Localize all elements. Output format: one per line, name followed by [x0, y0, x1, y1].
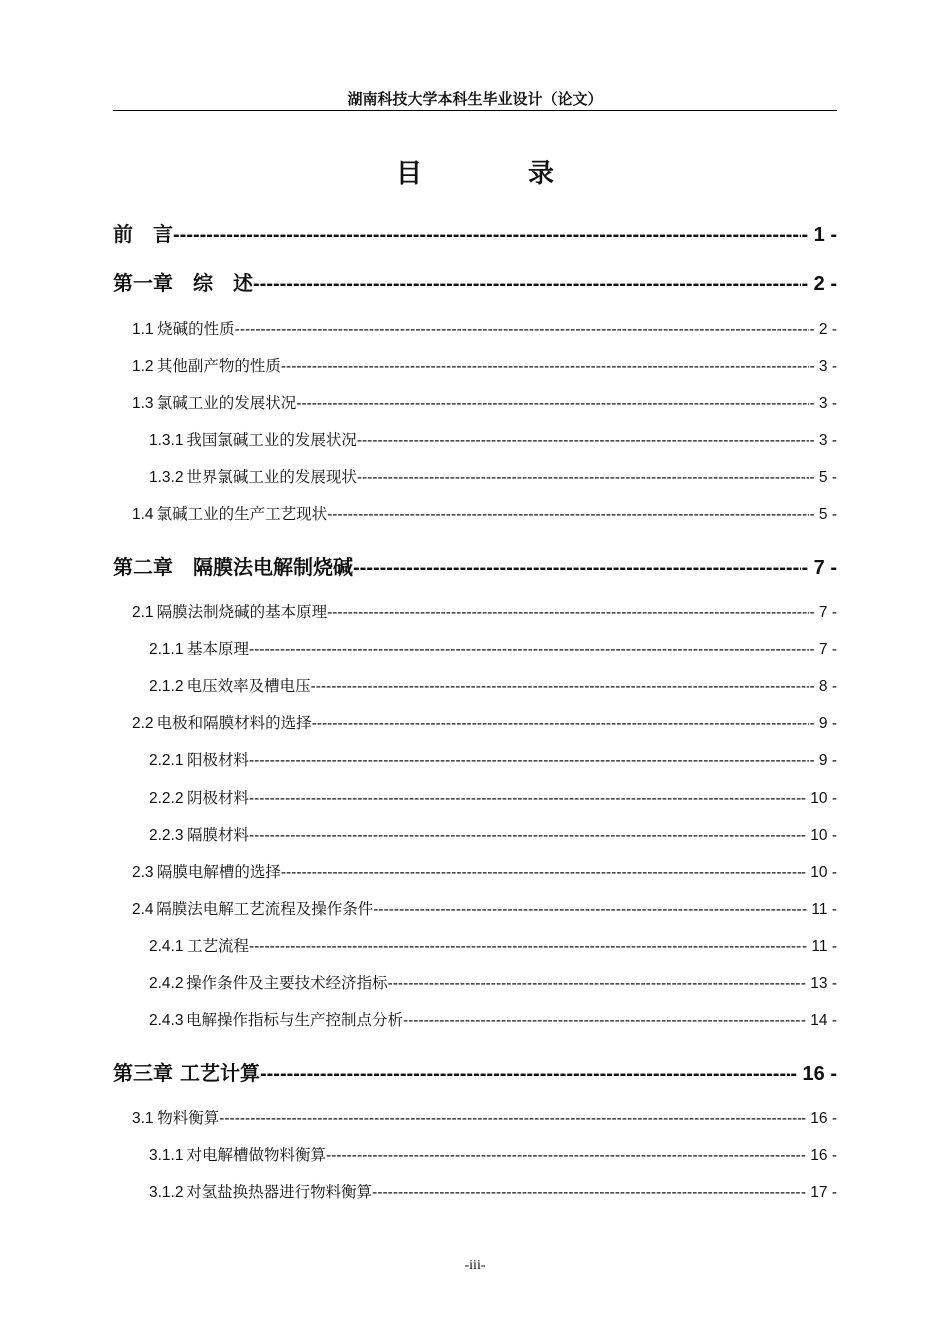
- toc-entry-page: - 8 -: [809, 678, 837, 695]
- toc-entry-title: 氯碱工业的生产工艺现状: [156, 505, 328, 523]
- toc-entry-page: - 16 -: [800, 1110, 837, 1127]
- toc-dot-leader: [253, 273, 801, 296]
- toc-entry-number: 2.4.3: [149, 1012, 184, 1029]
- toc-entry-page: - 10 -: [800, 827, 837, 844]
- toc-dot-leader: [311, 678, 810, 696]
- toc-section-entry[interactable]: [113, 860, 837, 882]
- page-number: -iii-: [464, 1258, 486, 1273]
- toc-subsection-entry[interactable]: [113, 934, 837, 956]
- toc-entry-title: 第三章 工艺计算: [113, 1061, 260, 1085]
- toc-dot-leader: [327, 604, 809, 622]
- toc-chapter-entry[interactable]: [113, 218, 837, 247]
- toc-entry-title: 前 言: [113, 222, 173, 246]
- toc-dot-leader: [373, 901, 802, 919]
- toc-entry-title: 阳极材料: [186, 751, 249, 769]
- toc-dot-leader: [357, 432, 810, 450]
- toc-dot-leader: [388, 975, 801, 993]
- toc-entry-page: - 7 -: [801, 557, 837, 579]
- toc-chapter-entry[interactable]: [113, 551, 837, 580]
- toc-entry-title: 工艺流程: [186, 937, 249, 955]
- toc-subsection-entry[interactable]: [113, 637, 837, 659]
- toc-entry-number: 2.2.3: [149, 827, 184, 844]
- toc-section-entry[interactable]: [113, 600, 837, 622]
- toc-chapter-entry[interactable]: [113, 267, 837, 296]
- toc-entry-title: 隔膜法制烧碱的基本原理: [156, 603, 328, 621]
- toc-entry-page: - 2 -: [801, 273, 837, 295]
- toc-dot-leader: [372, 1184, 801, 1202]
- toc-entry-title: 隔膜电解槽的选择: [156, 863, 281, 881]
- toc-entry-title: 电极和隔膜材料的选择: [156, 714, 312, 732]
- toc-entry-page: - 13 -: [800, 975, 837, 992]
- toc-dot-leader: [357, 469, 810, 487]
- toc-subsection-entry[interactable]: [113, 823, 837, 845]
- toc-entry-number: 1.4: [132, 506, 154, 523]
- toc-dot-leader: [219, 1110, 801, 1128]
- toc-entry-page: - 16 -: [800, 1147, 837, 1164]
- toc-subsection-entry[interactable]: [113, 428, 837, 450]
- toc-entry-title: 电压效率及槽电压: [186, 677, 311, 695]
- toc-entry-page: - 3 -: [809, 358, 837, 375]
- toc-entry-number: 2.2.2: [149, 790, 184, 807]
- toc-entry-number: 1.3.2: [149, 469, 184, 486]
- toc-entry-number: 3.1: [132, 1110, 154, 1127]
- toc-entry-number: 2.2.1: [149, 752, 184, 769]
- toc-entry-title: 第一章 综 述: [113, 271, 253, 295]
- toc-subsection-entry[interactable]: [113, 971, 837, 993]
- toc-dot-leader: [281, 358, 810, 376]
- toc-entry-number: 2.2: [132, 715, 154, 732]
- toc-entry-page: - 16 -: [790, 1063, 837, 1085]
- toc-dot-leader: [353, 557, 801, 580]
- toc-chapter-entry[interactable]: [113, 1057, 837, 1086]
- toc-entry-title: 阴极材料: [186, 789, 249, 807]
- toc-entry-page: - 7 -: [809, 604, 837, 621]
- toc-entry-page: - 2 -: [809, 321, 837, 338]
- toc-entry-title: 氯碱工业的发展状况: [156, 394, 297, 412]
- toc-dot-leader: [327, 506, 809, 524]
- toc-dot-leader: [281, 864, 801, 882]
- toc-entry-number: 2.4.2: [149, 975, 184, 992]
- toc-entry-number: 3.1.1: [149, 1147, 184, 1164]
- toc-entry-page: - 5 -: [809, 469, 837, 486]
- toc-section-entry[interactable]: [113, 502, 837, 524]
- toc-entry-number: 1.2: [132, 358, 154, 375]
- toc-entry-number: 2.1: [132, 604, 154, 621]
- toc-dot-leader: [249, 827, 801, 845]
- toc-entry-title: 对氢盐换热器进行物料衡算: [186, 1183, 373, 1201]
- toc-subsection-entry[interactable]: [113, 1180, 837, 1202]
- toc-dot-leader: [249, 790, 801, 808]
- toc-entry-title: 其他副产物的性质: [156, 357, 281, 375]
- toc-subsection-entry[interactable]: [113, 786, 837, 808]
- toc-entry-page: - 3 -: [809, 395, 837, 412]
- toc-entry-title: 隔膜法电解工艺流程及操作条件: [156, 900, 374, 918]
- toc-entry-number: 1.3: [132, 395, 154, 412]
- toc-section-entry[interactable]: [113, 897, 837, 919]
- toc-entry-title: 电解操作指标与生产控制点分析: [185, 1011, 403, 1029]
- toc-subsection-entry[interactable]: [113, 1143, 837, 1165]
- toc-entry-page: - 10 -: [800, 864, 837, 881]
- toc-dot-leader: [249, 938, 802, 956]
- toc-dot-leader: [296, 395, 809, 413]
- toc-entry-number: 2.3: [132, 864, 154, 881]
- toc-entry-title: 物料衡算: [157, 1109, 220, 1127]
- toc-entry-title: 我国氯碱工业的发展状况: [186, 431, 357, 449]
- toc-section-entry[interactable]: [113, 317, 837, 339]
- toc-entry-title: 对电解槽做物料衡算: [186, 1146, 326, 1164]
- toc-entry-title: 基本原理: [186, 640, 249, 658]
- toc-dot-leader: [173, 224, 801, 247]
- toc-title: 目 录: [395, 159, 594, 189]
- toc-entry-page: - 9 -: [809, 715, 837, 732]
- toc-subsection-entry[interactable]: [113, 748, 837, 770]
- toc-entry-number: 3.1.2: [149, 1184, 184, 1201]
- toc-entry-page: - 14 -: [800, 1012, 837, 1029]
- toc-section-entry[interactable]: [113, 1106, 837, 1128]
- toc-entry-page: - 11 -: [801, 938, 837, 955]
- toc-entry-title: 第二章 隔膜法电解制烧碱: [113, 555, 353, 579]
- toc-entry-page: - 11 -: [801, 901, 837, 918]
- toc-dot-leader: [235, 321, 810, 339]
- toc-entry-title: 世界氯碱工业的发展现状: [186, 468, 357, 486]
- toc-entry-number: 1.1: [132, 321, 154, 338]
- toc-section-entry[interactable]: [113, 711, 837, 733]
- toc-entry-title: 烧碱的性质: [157, 320, 235, 338]
- toc-entry-number: 2.4.1: [149, 938, 184, 955]
- toc-subsection-entry[interactable]: [113, 674, 837, 696]
- toc-entry-page: - 1 -: [801, 224, 837, 246]
- toc-entry-page: - 5 -: [809, 506, 837, 523]
- page-header: 湖南科技大学本科生毕业设计（论文）: [113, 88, 837, 111]
- toc-entry-page: - 10 -: [800, 790, 837, 807]
- toc-dot-leader: [260, 1063, 790, 1086]
- toc-subsection-entry[interactable]: [113, 1008, 837, 1030]
- toc-entry-number: 1.3.1: [149, 432, 184, 449]
- toc-entry-page: - 3 -: [809, 432, 837, 449]
- toc-entry-page: - 9 -: [809, 752, 837, 769]
- toc-entry-title: 操作条件及主要技术经济指标: [186, 974, 388, 992]
- toc-entry-number: 2.1.2: [149, 678, 184, 695]
- toc-dot-leader: [326, 1147, 801, 1165]
- toc-entry-number: 2.4: [132, 901, 154, 918]
- toc-dot-leader: [249, 641, 809, 659]
- toc-section-entry[interactable]: [113, 391, 837, 413]
- toc-entry-title: 隔膜材料: [186, 826, 249, 844]
- toc-entry-page: - 7 -: [809, 641, 837, 658]
- toc-dot-leader: [249, 752, 809, 770]
- toc-dot-leader: [403, 1012, 801, 1030]
- toc-entry-number: 2.1.1: [149, 641, 184, 658]
- toc-section-entry[interactable]: [113, 354, 837, 376]
- toc-dot-leader: [312, 715, 810, 733]
- toc-subsection-entry[interactable]: [113, 465, 837, 487]
- toc-entry-page: - 17 -: [800, 1184, 837, 1201]
